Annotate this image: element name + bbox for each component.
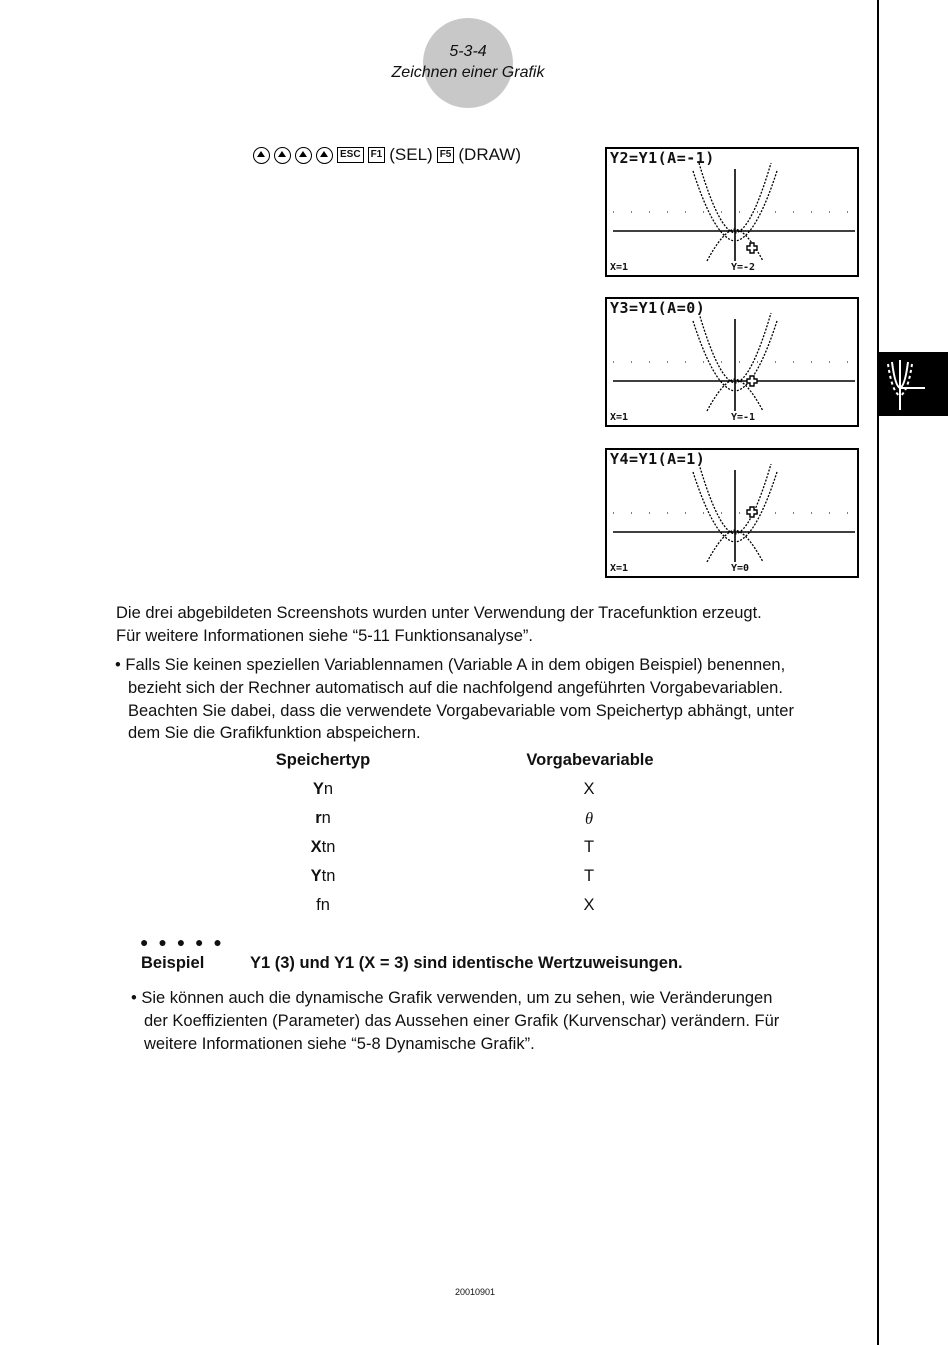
- default-var: X: [583, 780, 595, 798]
- type-rest: n: [323, 780, 334, 798]
- type-bold: r: [315, 809, 322, 827]
- trace-cursor-icon: [747, 507, 757, 517]
- section-title: Zeichnen einer Grafik: [391, 64, 545, 81]
- type-rest: tn: [321, 867, 336, 885]
- chapter-tab: [879, 352, 948, 416]
- type-bold: Y: [312, 780, 324, 798]
- calculator-screen-1: [605, 147, 859, 277]
- intro-line-2: Für weitere Informationen siehe “5-11 Funktionsanalyse”.: [116, 627, 533, 645]
- graph-plot: [607, 149, 857, 275]
- screen-title: Y4=Y1(A=1): [610, 450, 706, 468]
- key-sequence: [253, 145, 521, 165]
- example-dots: ● ● ● ● ●: [140, 934, 225, 950]
- default-var: θ: [584, 809, 594, 828]
- table-header-type: Speichertyp: [275, 751, 371, 769]
- type-bold: X: [310, 838, 322, 856]
- sel-label: (SEL): [389, 145, 433, 164]
- type-bold: Y: [310, 867, 322, 885]
- bullet1-line-2: bezieht sich der Rechner automatisch auf die nachfolgend angeführten Vorgabevariablen.: [128, 679, 783, 697]
- example-label: Beispiel: [141, 954, 205, 972]
- type-rest: tn: [321, 838, 336, 856]
- y-readout: Y=-1: [731, 412, 756, 423]
- x-readout: X=1: [610, 262, 629, 273]
- up-arrow-key-icon: [295, 147, 312, 164]
- trace-cursor-icon: [747, 376, 757, 386]
- y-readout: Y=0: [731, 563, 750, 574]
- bullet2-line-2: der Koeffizienten (Parameter) das Aussehen einer Grafik (Kurvenschar) verändern. Für: [144, 1012, 780, 1030]
- draw-label: (DRAW): [458, 145, 522, 164]
- graph-plot: [607, 450, 857, 576]
- up-arrow-key-icon: [316, 147, 333, 164]
- page-edge-rule: [877, 0, 879, 1345]
- trace-cursor-icon: [747, 243, 757, 253]
- x-readout: X=1: [610, 412, 629, 423]
- bullet2-line-1: • Sie können auch die dynamische Grafik verwenden, um zu sehen, wie Veränderungen: [131, 989, 773, 1007]
- default-var: T: [583, 867, 595, 885]
- default-var: T: [583, 838, 595, 856]
- section-number: 5-3-4: [449, 43, 487, 60]
- x-readout: X=1: [610, 563, 629, 574]
- esc-key: ESC: [337, 147, 364, 163]
- calculator-screen-3: [605, 448, 859, 578]
- screen-title: Y3=Y1(A=0): [610, 299, 706, 317]
- screen-title: Y2=Y1(A=-1): [610, 149, 715, 167]
- default-var: X: [583, 896, 595, 914]
- f1-key: F1: [368, 147, 386, 163]
- type-rest: n: [321, 809, 331, 827]
- up-arrow-key-icon: [253, 147, 270, 164]
- up-arrow-key-icon: [274, 147, 291, 164]
- footer-code: 20010901: [454, 1287, 496, 1297]
- bullet2-line-3: weitere Informationen siehe “5-8 Dynamische Grafik”.: [144, 1035, 535, 1053]
- type-rest: fn: [316, 896, 330, 914]
- bullet1-line-1: • Falls Sie keinen speziellen Variablennamen (Variable A in dem obigen Beispiel) benennen,: [115, 656, 786, 674]
- table-header-var: Vorgabevariable: [526, 751, 654, 769]
- y-readout: Y=-2: [731, 262, 756, 273]
- graph-plot: [607, 299, 857, 425]
- header-circle: [423, 18, 513, 108]
- bullet1-line-3: Beachten Sie dabei, dass die verwendete Vorgabevariable vom Speichertyp abhängt, unter: [128, 702, 794, 720]
- graph-chapter-icon: [879, 352, 948, 416]
- calculator-screen-2: [605, 297, 859, 427]
- bullet1-line-4: dem Sie die Grafikfunktion abspeichern.: [128, 724, 421, 742]
- example-text: Y1 (3) und Y1 (X = 3) sind identische Wertzuweisungen.: [250, 954, 683, 972]
- f5-key: F5: [437, 147, 455, 163]
- intro-line-1: Die drei abgebildeten Screenshots wurden unter Verwendung der Tracefunktion erzeugt.: [116, 604, 762, 622]
